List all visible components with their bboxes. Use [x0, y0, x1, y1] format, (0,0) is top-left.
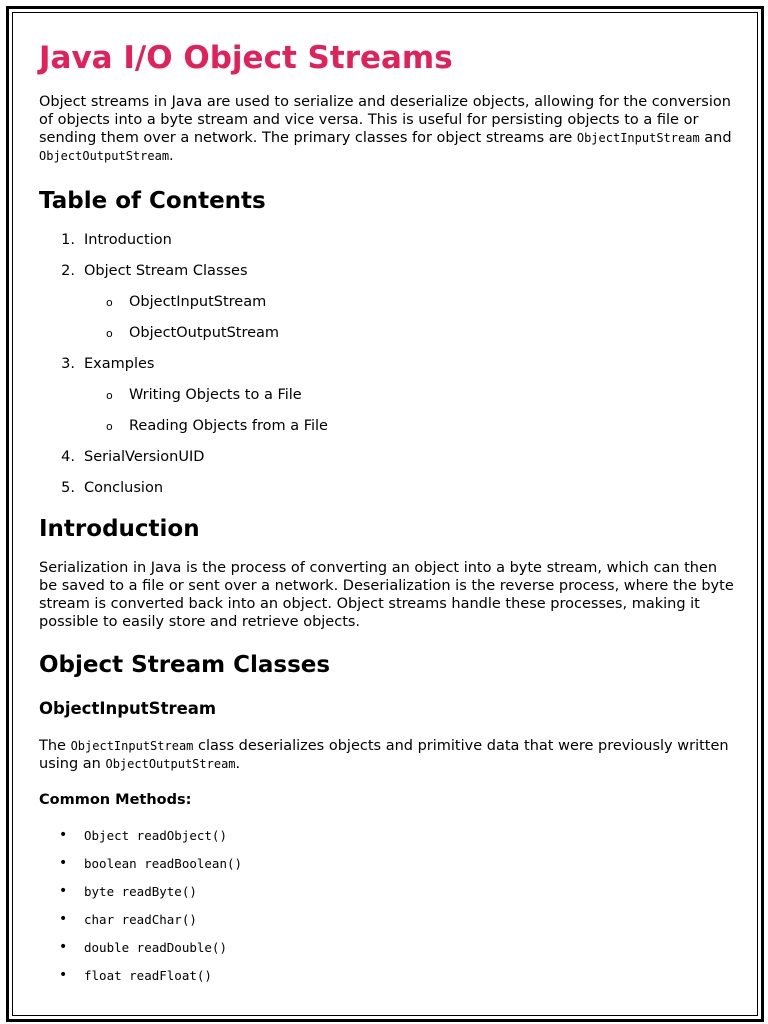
method-item	[39, 938, 737, 966]
bullet-dot-icon: •	[59, 883, 68, 899]
subsection-heading-objectinputstream: ObjectInputStream	[39, 699, 217, 718]
toc-sublist	[84, 293, 737, 342]
method-item	[39, 910, 737, 938]
method-signature: byte readByte()	[84, 884, 197, 899]
section-heading-introduction: Introduction	[39, 516, 200, 542]
circle-bullet-icon: o	[106, 296, 113, 309]
method-item	[39, 966, 737, 994]
intro-text-after: .	[169, 148, 174, 164]
bullet-dot-icon: •	[59, 827, 68, 843]
toc-item-label: Object Stream Classes	[84, 263, 248, 279]
toc-subitem-label: Reading Objects from a File	[129, 418, 328, 434]
common-methods-heading: Common Methods:	[39, 792, 192, 808]
toc-item-label: Examples	[84, 356, 155, 372]
method-signature: char readChar()	[84, 912, 197, 927]
method-item	[39, 854, 737, 882]
method-signature: double readDouble()	[84, 940, 227, 955]
methods-list	[39, 826, 737, 994]
toc-item-introduction[interactable]	[39, 231, 737, 249]
circle-bullet-icon: o	[106, 327, 113, 340]
toc-sublist	[84, 386, 737, 435]
method-signature: boolean readBoolean()	[84, 856, 243, 871]
toc-number: 4.	[61, 449, 75, 465]
circle-bullet-icon: o	[106, 420, 113, 433]
intro-code-objectinputstream: ObjectInputStream	[576, 131, 700, 145]
toc-item-label: Conclusion	[84, 480, 164, 496]
method-item	[39, 882, 737, 910]
intro-text-before: Object streams in Java are used to serialize and deserialize objects, allowing for the conversion of objects into a byte stream and vice versa. This is useful for persisting objects to a file or sending them over a network. The primary classes for object streams are	[39, 94, 731, 146]
toc-number: 1.	[61, 232, 75, 248]
method-item	[39, 826, 737, 854]
toc-subitem-writing-objects[interactable]	[84, 386, 737, 404]
toc-item-examples[interactable]	[39, 355, 737, 435]
method-signature: Object readObject()	[84, 828, 227, 843]
toc-number: 3.	[61, 356, 75, 372]
ois-text-after: .	[235, 756, 241, 772]
section-heading-object-stream-classes: Object Stream Classes	[39, 652, 331, 678]
toc-subitem-reading-objects[interactable]	[84, 417, 737, 435]
toc-number: 5.	[61, 480, 75, 496]
page-frame	[12, 12, 758, 1016]
ois-code-objectoutputstream: ObjectOutputStream	[105, 757, 236, 771]
objectinputstream-paragraph	[39, 737, 737, 773]
intro-paragraph	[39, 93, 737, 165]
introduction-paragraph: Serialization in Java is the process of converting an object into a byte stream, which can then be saved to a file or sent over a network. Deserialization is the reverse process, where the byte stream is converted back into an object. Object streams handle these processes, making it possible to easily store and retrieve objects.	[39, 560, 734, 630]
toc-item-label: Introduction	[84, 232, 172, 248]
page-title: Java I/O Object Streams	[39, 40, 453, 76]
intro-code-objectoutputstream: ObjectOutputStream	[39, 149, 170, 163]
toc-subitem-label: ObjectInputStream	[129, 294, 267, 310]
toc-subitem-objectoutputstream[interactable]	[84, 324, 737, 342]
toc-item-conclusion[interactable]	[39, 479, 737, 497]
ois-code-objectinputstream: ObjectInputStream	[70, 739, 194, 753]
toc-subitem-label: ObjectOutputStream	[129, 325, 280, 341]
bullet-dot-icon: •	[59, 939, 68, 955]
toc-item-serialversionuid[interactable]	[39, 448, 737, 466]
bullet-dot-icon: •	[59, 967, 68, 983]
ois-text-before: The	[39, 738, 71, 754]
toc-item-object-stream-classes[interactable]	[39, 262, 737, 342]
intro-text-mid: and	[699, 130, 732, 146]
method-signature: float readFloat()	[84, 968, 212, 983]
page-frame-outer	[6, 6, 764, 1022]
circle-bullet-icon: o	[106, 389, 113, 402]
toc-subitem-label: Writing Objects to a File	[129, 387, 302, 403]
toc-subitem-objectinputstream[interactable]	[84, 293, 737, 311]
toc-heading: Table of Contents	[39, 188, 266, 214]
toc-item-label: SerialVersionUID	[84, 449, 205, 465]
toc-list	[39, 231, 737, 497]
ois-text-mid: class deserializes objects and primitive data that were previously written using an	[39, 738, 729, 772]
toc-number: 2.	[61, 263, 75, 279]
bullet-dot-icon: •	[59, 855, 68, 871]
bullet-dot-icon: •	[59, 911, 68, 927]
